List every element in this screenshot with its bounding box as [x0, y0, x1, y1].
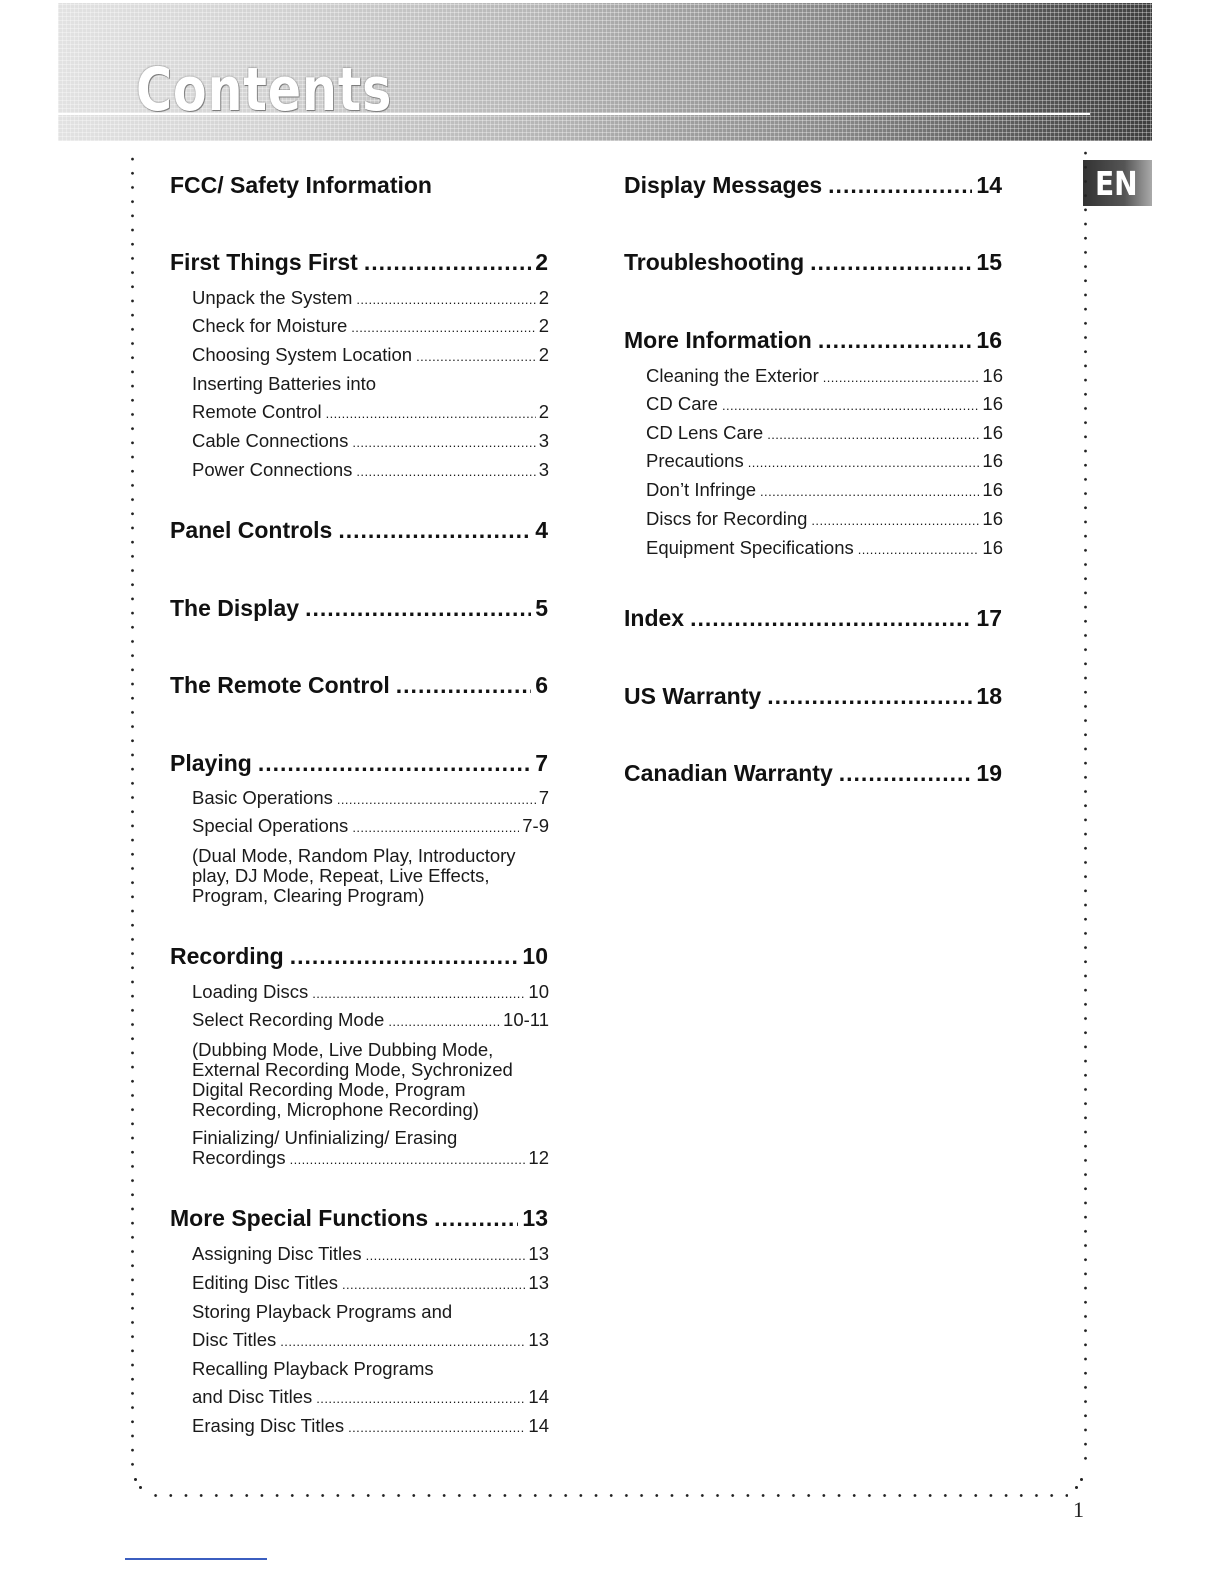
corner-dot: [1080, 1478, 1083, 1481]
toc-note-line: (Dual Mode, Random Play, Introductory: [192, 845, 516, 866]
toc-note-line: Digital Recording Mode, Program: [192, 1079, 466, 1100]
dot-leader: [388, 1014, 500, 1029]
heading-page: 4: [535, 517, 548, 543]
dot-leader: [280, 1334, 525, 1349]
dot-leader: [823, 370, 980, 385]
item-page: 16: [982, 393, 1003, 414]
item-label: Recordings: [192, 1147, 286, 1168]
toc-item[interactable]: [192, 344, 549, 366]
dot-leader: [290, 1152, 526, 1167]
item-label: Precautions: [646, 450, 744, 471]
toc-heading-more-special-functions[interactable]: [170, 1205, 548, 1232]
toc-note-line: play, DJ Mode, Repeat, Live Effects,: [192, 865, 490, 886]
toc-item[interactable]: [646, 537, 1003, 559]
toc-item-line: Recalling Playback Programs: [192, 1358, 434, 1379]
toc-heading-panel-controls[interactable]: [170, 517, 548, 544]
heading-page: 10: [522, 943, 548, 969]
item-label: CD Lens Care: [646, 422, 764, 443]
toc-heading-remote-control[interactable]: [170, 672, 548, 699]
item-page: 16: [982, 479, 1003, 500]
corner-dot: [139, 1486, 142, 1489]
toc-heading-troubleshooting[interactable]: [624, 249, 1002, 276]
item-page: 2: [538, 344, 549, 365]
dot-leader: [352, 435, 535, 450]
heading-page: 13: [522, 1205, 548, 1231]
item-label: Remote Control: [192, 401, 322, 422]
language-tab: [1083, 160, 1152, 206]
item-page: 13: [528, 1243, 549, 1264]
item-label: Assigning Disc Titles: [192, 1243, 362, 1264]
dot-leader: [839, 760, 973, 787]
dot-leader: [767, 427, 979, 442]
item-page: 3: [538, 459, 549, 480]
contents-banner: [58, 3, 1152, 141]
dot-leader: [434, 1205, 518, 1232]
item-label: Special Operations: [192, 815, 349, 836]
dot-leader: [348, 1420, 525, 1435]
heading-label: More Special Functions: [170, 1205, 429, 1231]
item-page: 2: [538, 315, 549, 336]
item-page: 13: [528, 1272, 549, 1293]
item-label: Discs for Recording: [646, 508, 808, 529]
heading-label: Recording: [170, 943, 284, 969]
toc-item[interactable]: [192, 787, 549, 809]
item-page: 14: [528, 1386, 549, 1407]
corner-dot: [134, 1478, 137, 1481]
dotted-border-right: [1084, 146, 1087, 1466]
dot-leader: [858, 542, 980, 557]
dot-leader: [337, 792, 536, 807]
toc-item[interactable]: [192, 1243, 549, 1265]
dot-leader: [364, 249, 531, 276]
item-label: Disc Titles: [192, 1329, 277, 1350]
dot-leader: [356, 464, 535, 479]
toc-item[interactable]: [192, 1329, 549, 1351]
toc-heading-first-things-first[interactable]: [170, 249, 548, 276]
toc-item[interactable]: [192, 315, 549, 337]
dot-leader: [396, 672, 531, 699]
dot-leader: [326, 406, 536, 421]
toc-note-line: (Dubbing Mode, Live Dubbing Mode,: [192, 1039, 494, 1060]
toc-item[interactable]: [192, 1009, 549, 1031]
toc-heading-the-display[interactable]: [170, 595, 548, 622]
heading-label: More Information: [624, 327, 812, 353]
dot-leader: [290, 943, 519, 970]
toc-item[interactable]: [192, 981, 549, 1003]
item-page: 7: [538, 787, 549, 808]
dotted-border-left: [131, 152, 134, 1474]
toc-item[interactable]: [192, 1272, 549, 1294]
heading-page: 6: [535, 672, 548, 698]
heading-label: Troubleshooting: [624, 249, 805, 275]
toc-heading-display-messages[interactable]: [624, 172, 1002, 199]
toc-heading-more-information[interactable]: [624, 327, 1002, 354]
page-title: Contents: [136, 55, 393, 125]
heading-page: 14: [976, 172, 1002, 198]
item-label: Cable Connections: [192, 430, 349, 451]
heading-label: The Display: [170, 595, 300, 621]
heading-label: US Warranty: [624, 683, 762, 709]
item-label: Editing Disc Titles: [192, 1272, 338, 1293]
toc-item[interactable]: [192, 430, 549, 452]
item-label: Select Recording Mode: [192, 1009, 385, 1030]
dotted-border-bottom: [148, 1494, 1068, 1497]
toc-item[interactable]: [192, 401, 549, 423]
toc-note-line: External Recording Mode, Sychronized: [192, 1059, 513, 1080]
toc-item[interactable]: [646, 450, 1003, 472]
heading-label: Panel Controls: [170, 517, 333, 543]
item-page: 10: [528, 981, 549, 1002]
dot-leader: [342, 1277, 525, 1292]
toc-heading-canadian-warranty[interactable]: [624, 760, 1002, 787]
dot-leader: [366, 1248, 526, 1263]
heading-label: Index: [624, 605, 685, 631]
dot-leader: [316, 1391, 525, 1406]
toc-note-line: Recording, Microphone Recording): [192, 1099, 479, 1120]
item-label: CD Care: [646, 393, 718, 414]
dot-leader: [828, 172, 972, 199]
toc-item[interactable]: [646, 393, 1003, 415]
item-page: 13: [528, 1329, 549, 1350]
item-label: Choosing System Location: [192, 344, 413, 365]
toc-item[interactable]: [646, 365, 1003, 387]
item-page: 2: [538, 401, 549, 422]
dot-leader: [416, 349, 536, 364]
toc-item[interactable]: [646, 422, 1003, 444]
heading-label: The Remote Control: [170, 672, 390, 698]
heading-label: Canadian Warranty: [624, 760, 833, 786]
language-label: EN: [1095, 164, 1138, 203]
item-page: 16: [982, 537, 1003, 558]
heading-page: 19: [976, 760, 1002, 786]
item-page: 16: [982, 422, 1003, 443]
toc-item[interactable]: [192, 459, 549, 481]
toc-item[interactable]: [192, 287, 549, 309]
toc-item-line: Finializing/ Unfinializing/ Erasing: [192, 1127, 458, 1148]
item-label: Equipment Specifications: [646, 537, 854, 558]
dot-leader: [811, 513, 979, 528]
heading-label: FCC/ Safety Information: [170, 172, 432, 198]
dot-leader: [818, 327, 973, 354]
toc-item[interactable]: [192, 1415, 549, 1437]
item-label: Power Connections: [192, 459, 353, 480]
toc-note-line: Program, Clearing Program): [192, 885, 425, 906]
dot-leader: [258, 750, 531, 777]
dot-leader: [356, 292, 535, 307]
item-page: 10-11: [503, 1009, 549, 1030]
dot-leader: [305, 595, 531, 622]
dot-leader: [338, 517, 531, 544]
heading-page: 2: [535, 249, 548, 275]
heading-page: 18: [976, 683, 1002, 709]
heading-page: 15: [976, 249, 1002, 275]
dot-leader: [722, 398, 979, 413]
item-label: Unpack the System: [192, 287, 353, 308]
footer-line: [125, 1558, 267, 1560]
item-label: Cleaning the Exterior: [646, 365, 819, 386]
toc-item[interactable]: [192, 815, 549, 837]
toc-item[interactable]: [646, 479, 1003, 501]
item-label: Loading Discs: [192, 981, 309, 1002]
dot-leader: [748, 455, 980, 470]
item-page: 16: [982, 508, 1003, 529]
heading-page: 16: [976, 327, 1002, 353]
toc-heading-recording[interactable]: [170, 943, 548, 970]
dot-leader: [767, 683, 972, 710]
toc-heading-us-warranty[interactable]: [624, 683, 1002, 710]
item-page: 16: [982, 450, 1003, 471]
dot-leader: [810, 249, 972, 276]
dot-leader: [351, 320, 535, 335]
toc-item[interactable]: [192, 1147, 549, 1169]
item-label: Don’t Infringe: [646, 479, 757, 500]
item-page: 2: [538, 287, 549, 308]
item-page: 3: [538, 430, 549, 451]
corner-dot: [1075, 1486, 1078, 1489]
item-label: Check for Moisture: [192, 315, 348, 336]
heading-label: First Things First: [170, 249, 358, 275]
item-page: 14: [528, 1415, 549, 1436]
dot-leader: [690, 605, 972, 632]
heading-page: 7: [535, 750, 548, 776]
item-page: 12: [528, 1147, 549, 1168]
item-page: 7-9: [522, 815, 549, 836]
item-label: Basic Operations: [192, 787, 333, 808]
heading-page: 5: [535, 595, 548, 621]
heading-label: Display Messages: [624, 172, 823, 198]
toc-item-line: Storing Playback Programs and: [192, 1301, 453, 1322]
dot-leader: [312, 986, 525, 1001]
page-number: 1: [1073, 1497, 1084, 1522]
item-page: 16: [982, 365, 1003, 386]
toc-heading-fcc[interactable]: [170, 172, 548, 199]
toc-item[interactable]: [646, 508, 1003, 530]
item-label: Erasing Disc Titles: [192, 1415, 345, 1436]
dot-leader: [760, 484, 979, 499]
dot-leader: [352, 820, 519, 835]
heading-page: 17: [976, 605, 1002, 631]
toc-heading-playing[interactable]: [170, 750, 548, 777]
item-label: and Disc Titles: [192, 1386, 313, 1407]
heading-label: Playing: [170, 750, 252, 776]
toc-item[interactable]: [192, 1386, 549, 1408]
toc-item-line: Inserting Batteries into: [192, 373, 377, 394]
toc-heading-index[interactable]: [624, 605, 1002, 632]
